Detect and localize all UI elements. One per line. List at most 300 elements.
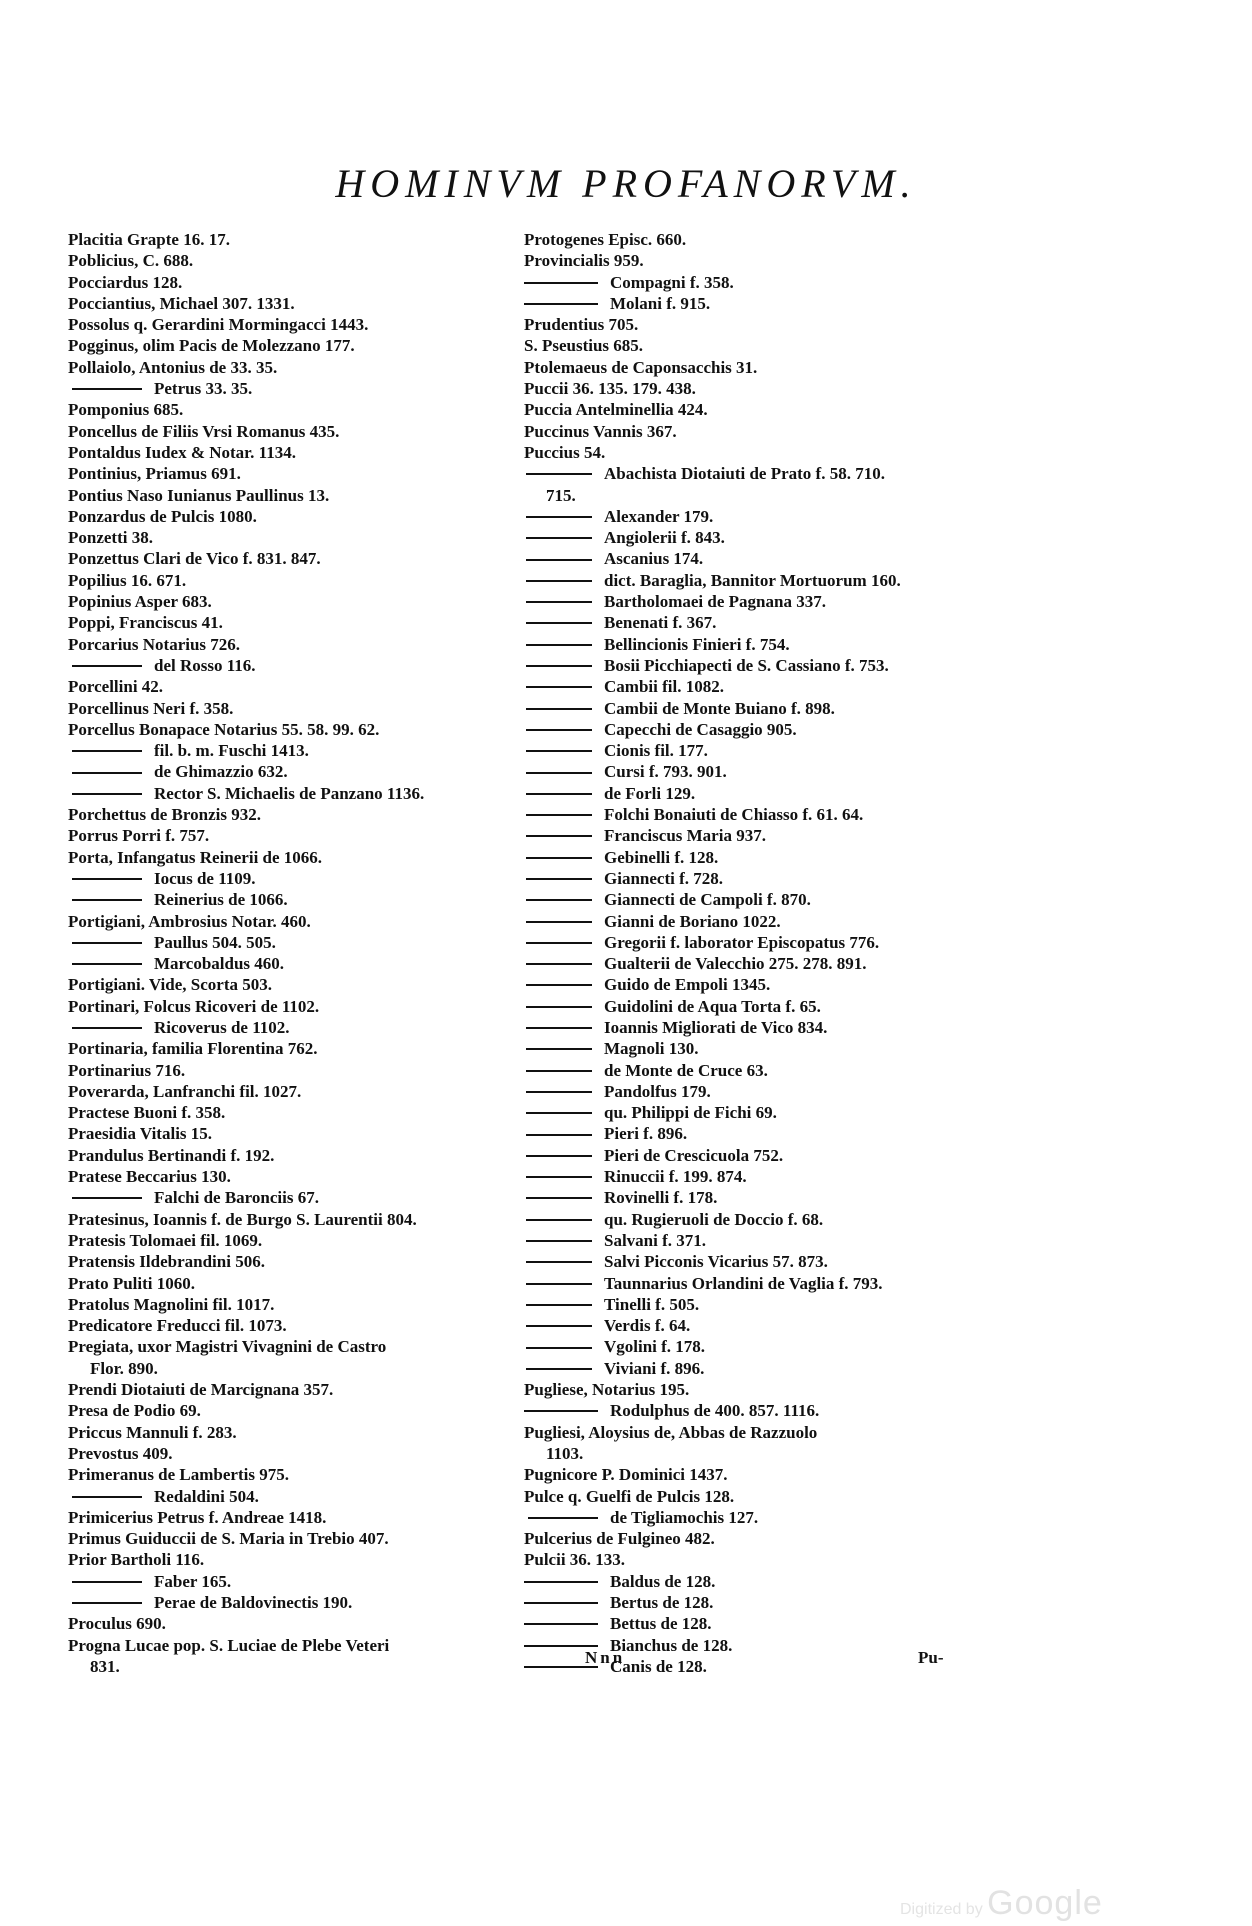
ditto-dash bbox=[526, 1091, 592, 1093]
entry-text: Salvi Picconis Vicarius 57. 873. bbox=[604, 1252, 828, 1272]
ditto-dash bbox=[526, 1347, 592, 1349]
entry-text: Praesidia Vitalis 15. bbox=[68, 1124, 213, 1144]
entry-text: Bellincionis Finieri f. 754. bbox=[604, 634, 790, 654]
entry-text: Prevostus 409. bbox=[68, 1443, 173, 1463]
entry-text: Prior Bartholi 116. bbox=[68, 1550, 205, 1570]
index-entry bbox=[524, 335, 979, 356]
ditto-dash bbox=[72, 1496, 142, 1498]
ditto-dash bbox=[526, 942, 592, 944]
entry-continuation: 831. bbox=[90, 1656, 120, 1676]
entry-text: Porcarius Notarius 726. bbox=[68, 634, 241, 654]
index-entry bbox=[68, 1230, 528, 1251]
entry-text: Angiolerii f. 843. bbox=[604, 528, 725, 548]
index-entry bbox=[68, 1038, 528, 1059]
index-entry bbox=[68, 591, 528, 612]
entry-text: Franciscus Maria 937. bbox=[604, 826, 766, 846]
entry-continuation: Flor. 890. bbox=[90, 1358, 158, 1378]
index-entry bbox=[524, 1294, 979, 1315]
entry-text: Falchi de Baronciis 67. bbox=[154, 1188, 319, 1208]
index-entry bbox=[68, 570, 528, 591]
entry-text: Cambii fil. 1082. bbox=[604, 677, 724, 697]
ditto-dash bbox=[72, 1027, 142, 1029]
entry-text: Pugliese, Notarius 195. bbox=[524, 1380, 690, 1400]
index-entry bbox=[68, 1209, 528, 1230]
index-entry bbox=[524, 996, 979, 1017]
index-entry bbox=[68, 1613, 528, 1634]
entry-text: Ptolemaeus de Caponsacchis 31. bbox=[524, 357, 758, 377]
entry-text: Pontinius, Priamus 691. bbox=[68, 464, 241, 484]
entry-text: Portinarius 716. bbox=[68, 1060, 186, 1080]
index-entry bbox=[524, 1379, 979, 1400]
index-entry bbox=[68, 868, 528, 889]
ditto-dash bbox=[524, 1602, 598, 1604]
index-entry bbox=[68, 1507, 528, 1528]
index-entry bbox=[524, 889, 979, 910]
entry-text: Capecchi de Casaggio 905. bbox=[604, 719, 797, 739]
entry-text: Porcellinus Neri f. 358. bbox=[68, 698, 234, 718]
entry-text: Rector S. Michaelis de Panzano 1136. bbox=[154, 783, 425, 803]
entry-text: Primicerius Petrus f. Andreae 1418. bbox=[68, 1507, 327, 1527]
index-entry bbox=[68, 1273, 528, 1294]
index-entry bbox=[524, 1464, 979, 1485]
index-entry bbox=[68, 442, 528, 463]
entry-text: Portinaria, familia Florentina 762. bbox=[68, 1039, 318, 1059]
entry-text: Taunnarius Orlandini de Vaglia f. 793. bbox=[604, 1273, 883, 1293]
ditto-dash bbox=[524, 1645, 598, 1647]
index-entry bbox=[524, 1273, 979, 1294]
ditto-dash bbox=[526, 793, 592, 795]
index-entry bbox=[524, 527, 979, 548]
ditto-dash bbox=[526, 1134, 592, 1136]
watermark bbox=[900, 1884, 1103, 1923]
entry-text: Prudentius 705. bbox=[524, 315, 639, 335]
ditto-dash bbox=[72, 899, 142, 901]
index-entry bbox=[524, 783, 979, 804]
ditto-dash bbox=[526, 1006, 592, 1008]
entry-text: Popilius 16. 671. bbox=[68, 570, 187, 590]
entry-text: Pratesinus, Ioannis f. de Burgo S. Laurentii 804. bbox=[68, 1209, 417, 1229]
index-entry bbox=[524, 1549, 979, 1570]
entry-text: Gebinelli f. 128. bbox=[604, 847, 719, 867]
entry-text: Pulce q. Guelfi de Pulcis 128. bbox=[524, 1486, 735, 1506]
ditto-dash bbox=[72, 793, 142, 795]
entry-text: Ponzardus de Pulcis 1080. bbox=[68, 506, 257, 526]
entry-text: Paullus 504. 505. bbox=[154, 932, 276, 952]
index-entry bbox=[524, 1038, 979, 1059]
entry-text: Primus Guiduccii de S. Maria in Trebio 407. bbox=[68, 1529, 389, 1549]
entry-text: Rovinelli f. 178. bbox=[604, 1188, 718, 1208]
entry-text: Priccus Mannuli f. 283. bbox=[68, 1422, 237, 1442]
index-entry bbox=[68, 804, 528, 825]
index-entry bbox=[68, 357, 528, 378]
ditto-dash bbox=[526, 921, 592, 923]
entry-text: Pandolfus 179. bbox=[604, 1081, 711, 1101]
entry-text: Pregiata, uxor Magistri Vivagnini de Castro bbox=[68, 1337, 387, 1357]
index-entry bbox=[524, 442, 979, 463]
index-entry bbox=[68, 314, 528, 335]
entry-text: Guido de Empoli 1345. bbox=[604, 975, 771, 995]
entry-text: Ascanius 174. bbox=[604, 549, 704, 569]
entry-text: qu. Philippi de Fichi 69. bbox=[604, 1103, 777, 1123]
entry-text: Bianchus de 128. bbox=[610, 1635, 733, 1655]
index-entry bbox=[524, 1166, 979, 1187]
index-entry bbox=[524, 825, 979, 846]
entry-text: Pratolus Magnolini fil. 1017. bbox=[68, 1294, 275, 1314]
ditto-dash bbox=[526, 644, 592, 646]
index-entry bbox=[68, 421, 528, 442]
ditto-dash bbox=[526, 1070, 592, 1072]
index-entry bbox=[68, 1251, 528, 1272]
index-entry bbox=[68, 1400, 528, 1421]
entry-text: Salvani f. 371. bbox=[604, 1230, 707, 1250]
entry-text: Redaldini 504. bbox=[154, 1486, 259, 1506]
index-entry bbox=[524, 1613, 979, 1634]
ditto-dash bbox=[526, 708, 592, 710]
index-entry bbox=[68, 1422, 528, 1443]
entry-text: de Forli 129. bbox=[604, 783, 696, 803]
ditto-dash bbox=[72, 963, 142, 965]
ditto-dash bbox=[524, 282, 598, 284]
index-entry bbox=[524, 1230, 979, 1251]
ditto-dash bbox=[526, 537, 592, 539]
entry-text: Primeranus de Lambertis 975. bbox=[68, 1465, 289, 1485]
index-entry bbox=[524, 612, 979, 633]
index-entry bbox=[68, 1017, 528, 1038]
ditto-dash bbox=[526, 1048, 592, 1050]
index-entry bbox=[524, 634, 979, 655]
entry-text: Rodulphus de 400. 857. 1116. bbox=[610, 1401, 820, 1421]
entry-text: Pratese Beccarius 130. bbox=[68, 1167, 231, 1187]
entry-text: Reinerius de 1066. bbox=[154, 890, 288, 910]
index-entry bbox=[68, 1102, 528, 1123]
index-entry bbox=[524, 1486, 979, 1507]
ditto-dash bbox=[72, 878, 142, 880]
ditto-dash bbox=[526, 899, 592, 901]
index-entry bbox=[68, 974, 528, 995]
page-title: HOMINVM PROFANORVM. bbox=[335, 161, 917, 206]
index-entry bbox=[68, 761, 528, 782]
entry-text: Poblicius, C. 688. bbox=[68, 251, 194, 271]
entry-text: Vgolini f. 178. bbox=[604, 1337, 706, 1357]
ditto-dash bbox=[526, 1261, 592, 1263]
ditto-dash bbox=[526, 729, 592, 731]
entry-text: Alexander 179. bbox=[604, 506, 714, 526]
index-entry bbox=[524, 1315, 979, 1336]
ditto-dash bbox=[72, 942, 142, 944]
entry-text: Baldus de 128. bbox=[610, 1571, 716, 1591]
index-entry bbox=[524, 1336, 979, 1357]
signature-mark: Nnn bbox=[585, 1648, 626, 1667]
entry-text: Porchettus de Bronzis 932. bbox=[68, 805, 261, 825]
ditto-dash bbox=[526, 835, 592, 837]
index-entry bbox=[524, 1571, 979, 1592]
index-entry bbox=[524, 463, 979, 506]
entry-text: Petrus 33. 35. bbox=[154, 379, 253, 399]
entry-text: Tinelli f. 505. bbox=[604, 1294, 700, 1314]
index-entry bbox=[68, 1081, 528, 1102]
ditto-dash bbox=[526, 1176, 592, 1178]
entry-text: Bosii Picchiapecti de S. Cassiano f. 753. bbox=[604, 655, 889, 675]
index-entry bbox=[524, 272, 979, 293]
entry-text: Portinari, Folcus Ricoveri de 1102. bbox=[68, 996, 320, 1016]
entry-text: Bartholomaei de Pagnana 337. bbox=[604, 592, 826, 612]
entry-text: Abachista Diotaiuti de Prato f. 58. 710. bbox=[604, 464, 885, 484]
entry-text: Placitia Grapte 16. 17. bbox=[68, 230, 230, 249]
index-entry bbox=[68, 399, 528, 420]
left-index-column bbox=[68, 229, 528, 1677]
ditto-dash bbox=[526, 516, 592, 518]
index-entry bbox=[68, 293, 528, 314]
index-entry bbox=[524, 847, 979, 868]
index-entry bbox=[68, 1528, 528, 1549]
ditto-dash bbox=[72, 665, 142, 667]
entry-continuation: 715. bbox=[546, 485, 576, 505]
entry-text: Verdis f. 64. bbox=[604, 1316, 691, 1336]
index-entry bbox=[524, 953, 979, 974]
index-entry bbox=[68, 272, 528, 293]
entry-text: Faber 165. bbox=[154, 1571, 232, 1591]
ditto-dash bbox=[526, 1368, 592, 1370]
entry-text: dict. Baraglia, Bannitor Mortuorum 160. bbox=[604, 570, 901, 590]
index-entry bbox=[524, 1507, 979, 1528]
entry-text: Puccii 36. 135. 179. 438. bbox=[524, 379, 696, 399]
index-entry bbox=[524, 911, 979, 932]
entry-text: Porta, Infangatus Reinerii de 1066. bbox=[68, 847, 323, 867]
index-entry bbox=[524, 1422, 979, 1465]
entry-text: de Monte de Cruce 63. bbox=[604, 1060, 768, 1080]
ditto-dash bbox=[524, 1581, 598, 1583]
index-entry bbox=[68, 1379, 528, 1400]
entry-text: Porrus Porri f. 757. bbox=[68, 826, 210, 846]
ditto-dash bbox=[526, 1112, 592, 1114]
ditto-dash bbox=[526, 1325, 592, 1327]
entry-text: Guidolini de Aqua Torta f. 65. bbox=[604, 996, 821, 1016]
entry-text: Practese Buoni f. 358. bbox=[68, 1103, 226, 1123]
ditto-dash bbox=[526, 601, 592, 603]
entry-text: Presa de Podio 69. bbox=[68, 1401, 201, 1421]
entry-text: Cambii de Monte Buiano f. 898. bbox=[604, 698, 835, 718]
ditto-dash bbox=[526, 1283, 592, 1285]
entry-text: Ponzettus Clari de Vico f. 831. 847. bbox=[68, 549, 321, 569]
index-entry bbox=[524, 506, 979, 527]
entry-text: Puccia Antelminellia 424. bbox=[524, 400, 708, 420]
ditto-dash bbox=[526, 857, 592, 859]
index-entry bbox=[524, 1123, 979, 1144]
ditto-dash bbox=[524, 303, 598, 305]
entry-text: Pratensis Ildebrandini 506. bbox=[68, 1252, 265, 1272]
index-entry bbox=[524, 399, 979, 420]
catchword: Pu- bbox=[918, 1648, 944, 1667]
index-entry bbox=[68, 698, 528, 719]
entry-continuation: 1103. bbox=[546, 1443, 584, 1463]
watermark-small-text: Digitized by bbox=[900, 1901, 983, 1918]
ditto-dash bbox=[526, 772, 592, 774]
entry-text: Compagni f. 358. bbox=[610, 272, 734, 292]
entry-text: Ricoverus de 1102. bbox=[154, 1017, 290, 1037]
entry-text: Proculus 690. bbox=[68, 1614, 166, 1634]
entry-text: Pontius Naso Iunianus Paullinus 13. bbox=[68, 485, 330, 505]
entry-text: Puccinus Vannis 367. bbox=[524, 421, 677, 441]
entry-text: Perae de Baldovinectis 190. bbox=[154, 1593, 353, 1612]
index-entry bbox=[68, 932, 528, 953]
ditto-dash bbox=[526, 984, 592, 986]
index-entry bbox=[68, 1549, 528, 1570]
index-entry bbox=[524, 740, 979, 761]
entry-text: Protogenes Episc. 660. bbox=[524, 230, 687, 249]
entry-text: Pugnicore P. Dominici 1437. bbox=[524, 1465, 728, 1485]
ditto-dash bbox=[526, 665, 592, 667]
index-entry bbox=[68, 1315, 528, 1336]
index-entry bbox=[68, 485, 528, 506]
index-entry bbox=[68, 634, 528, 655]
ditto-dash bbox=[72, 388, 142, 390]
entry-text: Gualterii de Valecchio 275. 278. 891. bbox=[604, 954, 867, 974]
entry-text: Portigiani, Ambrosius Notar. 460. bbox=[68, 911, 311, 931]
index-entry bbox=[68, 1336, 528, 1379]
ditto-dash bbox=[526, 686, 592, 688]
ditto-dash bbox=[72, 1581, 142, 1583]
entry-text: de Tigliamochis 127. bbox=[610, 1507, 759, 1527]
entry-text: Benenati f. 367. bbox=[604, 613, 717, 633]
entry-text: Rinuccii f. 199. 874. bbox=[604, 1167, 747, 1187]
ditto-dash bbox=[72, 1602, 142, 1604]
index-entry bbox=[68, 996, 528, 1017]
index-entry bbox=[524, 719, 979, 740]
ditto-dash bbox=[528, 1517, 598, 1519]
index-entry bbox=[524, 1358, 979, 1379]
index-entry bbox=[524, 250, 979, 271]
entry-text: Poncellus de Filiis Vrsi Romanus 435. bbox=[68, 421, 340, 441]
index-entry bbox=[68, 1187, 528, 1208]
entry-text: Molani f. 915. bbox=[610, 293, 711, 313]
entry-text: Cionis fil. 177. bbox=[604, 741, 708, 761]
index-entry bbox=[524, 1081, 979, 1102]
index-entry bbox=[68, 1464, 528, 1485]
entry-text: Marcobaldus 460. bbox=[154, 954, 285, 974]
entry-text: Viviani f. 896. bbox=[604, 1358, 705, 1378]
entry-text: Bertus de 128. bbox=[610, 1593, 714, 1612]
ditto-dash bbox=[526, 580, 592, 582]
ditto-dash bbox=[526, 1304, 592, 1306]
index-entry bbox=[524, 1102, 979, 1123]
entry-text: del Rosso 116. bbox=[154, 655, 256, 675]
entry-text: de Ghimazzio 632. bbox=[154, 762, 288, 782]
ditto-dash bbox=[526, 1240, 592, 1242]
index-entry bbox=[68, 1635, 528, 1678]
index-entry bbox=[524, 1187, 979, 1208]
ditto-dash bbox=[524, 1623, 598, 1625]
entry-text: Predicatore Freducci fil. 1073. bbox=[68, 1316, 287, 1336]
index-entry bbox=[524, 293, 979, 314]
index-entry bbox=[524, 1592, 979, 1613]
entry-text: Porcellini 42. bbox=[68, 677, 164, 697]
index-entry bbox=[68, 1145, 528, 1166]
index-entry bbox=[68, 463, 528, 484]
entry-text: Prato Puliti 1060. bbox=[68, 1273, 196, 1293]
index-entry bbox=[68, 548, 528, 569]
entry-text: Provincialis 959. bbox=[524, 251, 644, 271]
entry-text: Ponzetti 38. bbox=[68, 528, 153, 548]
entry-text: Poverarda, Lanfranchi fil. 1027. bbox=[68, 1081, 302, 1101]
entry-text: Pontaldus Iudex & Notar. 1134. bbox=[68, 442, 296, 462]
entry-text: Pogginus, olim Pacis de Molezzano 177. bbox=[68, 336, 355, 356]
entry-text: Pieri de Crescicuola 752. bbox=[604, 1145, 784, 1165]
ditto-dash bbox=[72, 750, 142, 752]
index-entry bbox=[524, 229, 979, 250]
index-entry bbox=[524, 1400, 979, 1421]
entry-text: Canis de 128. bbox=[610, 1656, 707, 1676]
index-entry bbox=[68, 719, 528, 740]
entry-text: qu. Rugieruoli de Doccio f. 68. bbox=[604, 1209, 824, 1229]
index-entry bbox=[524, 548, 979, 569]
entry-text: Folchi Bonaiuti de Chiasso f. 61. 64. bbox=[604, 805, 864, 825]
ditto-dash bbox=[526, 878, 592, 880]
entry-text: Poppi, Franciscus 41. bbox=[68, 613, 223, 633]
entry-text: Porcellus Bonapace Notarius 55. 58. 99. 62. bbox=[68, 719, 380, 739]
ditto-dash bbox=[526, 750, 592, 752]
index-entry bbox=[524, 1017, 979, 1038]
entry-text: Pocciardus 128. bbox=[68, 272, 183, 292]
entry-text: Possolus q. Gerardini Mormingacci 1443. bbox=[68, 315, 369, 335]
index-entry bbox=[68, 506, 528, 527]
index-entry bbox=[524, 868, 979, 889]
index-entry bbox=[524, 676, 979, 697]
entry-text: Pollaiolo, Antonius de 33. 35. bbox=[68, 357, 278, 377]
index-entry bbox=[68, 655, 528, 676]
entry-text: Giannecti f. 728. bbox=[604, 868, 723, 888]
index-entry bbox=[68, 250, 528, 271]
index-entry bbox=[68, 1486, 528, 1507]
index-entry bbox=[68, 1443, 528, 1464]
index-entry bbox=[68, 740, 528, 761]
ditto-dash bbox=[526, 1155, 592, 1157]
index-entry bbox=[524, 357, 979, 378]
ditto-dash bbox=[526, 963, 592, 965]
index-entry bbox=[524, 591, 979, 612]
index-entry bbox=[524, 570, 979, 591]
ditto-dash bbox=[72, 1197, 142, 1199]
index-entry bbox=[524, 1209, 979, 1230]
index-entry bbox=[68, 825, 528, 846]
entry-text: Pieri f. 896. bbox=[604, 1124, 688, 1144]
index-entry bbox=[524, 1528, 979, 1549]
ditto-dash bbox=[526, 559, 592, 561]
index-entry bbox=[68, 953, 528, 974]
index-entry bbox=[68, 783, 528, 804]
entry-text: Puccius 54. bbox=[524, 442, 606, 462]
entry-text: Gianni de Boriano 1022. bbox=[604, 911, 781, 931]
ditto-dash bbox=[72, 772, 142, 774]
entry-text: Pulcii 36. 133. bbox=[524, 1550, 626, 1570]
index-entry bbox=[524, 932, 979, 953]
index-entry bbox=[68, 911, 528, 932]
ditto-dash bbox=[526, 1027, 592, 1029]
entry-text: Pugliesi, Aloysius de, Abbas de Razzuolo bbox=[524, 1422, 818, 1442]
index-entry bbox=[68, 889, 528, 910]
index-entry bbox=[68, 335, 528, 356]
index-entry bbox=[524, 314, 979, 335]
entry-text: Giannecti de Campoli f. 870. bbox=[604, 890, 811, 910]
ditto-dash bbox=[526, 1219, 592, 1221]
index-entry bbox=[524, 698, 979, 719]
index-entry bbox=[68, 847, 528, 868]
index-entry bbox=[68, 612, 528, 633]
index-entry bbox=[68, 1571, 528, 1592]
entry-text: Prandulus Bertinandi f. 192. bbox=[68, 1145, 275, 1165]
index-entry bbox=[68, 1592, 528, 1613]
entry-text: Bettus de 128. bbox=[610, 1614, 712, 1634]
index-entry bbox=[524, 761, 979, 782]
